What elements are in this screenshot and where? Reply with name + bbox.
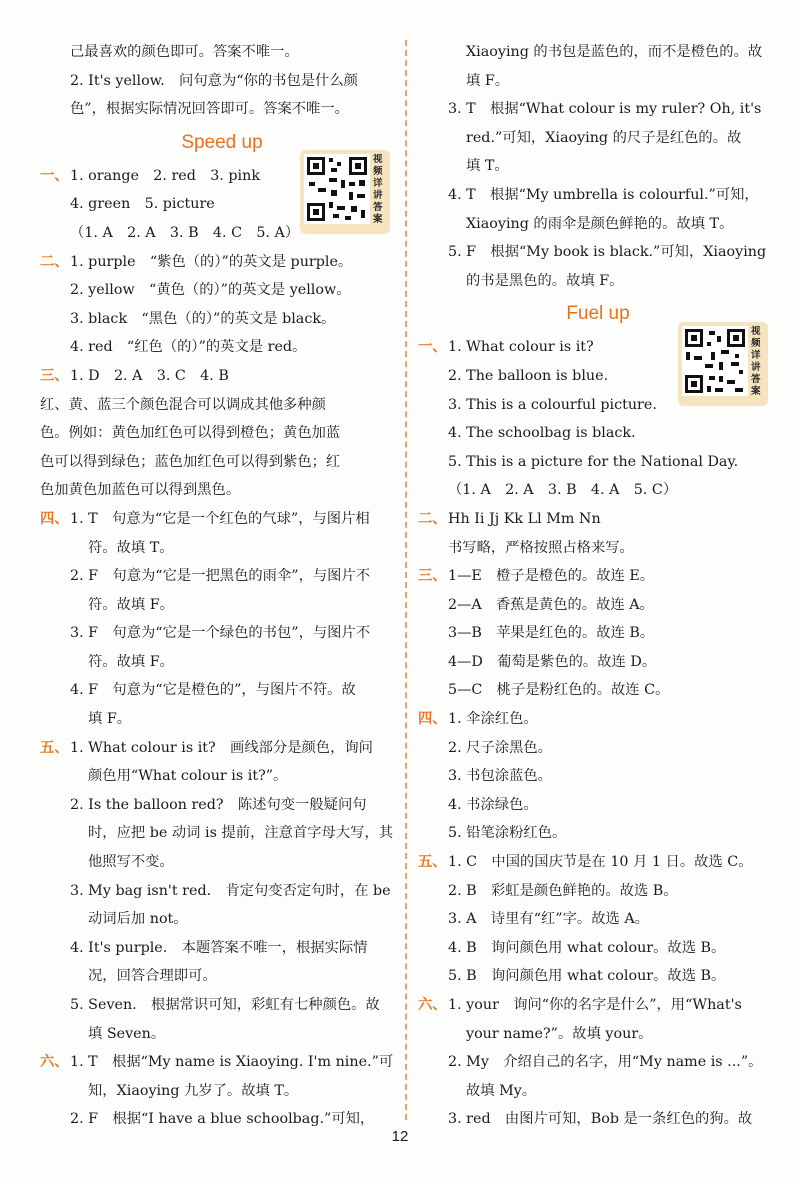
answer-line [418,562,770,591]
answer-line [40,762,396,791]
answer-text: 2. The balloon is blue. [448,367,609,384]
answer-text: 4. It's purple. 本题答案不唯一，根据实际情 [70,939,368,956]
answer-line [418,705,770,734]
section-marker: 一、 [418,339,447,356]
answer-line [418,505,770,534]
answer-line [40,676,396,705]
answer-text: 2. B 彩虹是颜色鲜艳的。故选 B。 [448,882,678,899]
answer-text: 1. D 2. A 3. C 4. B [70,367,229,384]
answer-text: 书写略，严格按照占格来写。 [448,539,634,556]
answer-line [418,905,770,934]
answer-text: 红、黄、蓝三个颜色混合可以调成其他多种颜 [40,396,326,413]
answer-line [40,1048,396,1077]
section-marker: 四、 [40,510,69,527]
answer-text: 2. F 根据“I have a blue schoolbag.”可知， [70,1111,375,1128]
column-divider [405,40,407,1120]
answer-text: 色可以得到绿色；蓝色加红色可以得到紫色；红 [40,453,341,470]
answer-line [418,791,770,820]
section-marker: 五、 [40,739,69,756]
answer-text: 1—E 橙子是橙色的。故连 E。 [448,568,655,585]
answer-line [418,210,770,239]
answer-text: 4. The schoolbag is black. [448,425,636,442]
answer-text: 2. yellow “黄色（的）”的英文是 yellow。 [70,282,351,299]
answer-text: 2. F 句意为“它是一把黑色的雨伞”，与图片不 [70,568,371,585]
answer-text: 符。故填 F。 [88,596,174,613]
answer-line [40,305,396,334]
answer-text: 5. Seven. 根据常识可知，彩虹有七种颜色。故 [70,997,380,1013]
qr-code-fuel-up[interactable] [678,322,768,406]
section-marker: 五、 [418,854,447,871]
answer-line [418,962,770,991]
section-heading: Speed up [181,131,263,153]
answer-line [40,476,396,505]
answer-text: 己最喜欢的颜色即可。答案不唯一。 [70,44,299,60]
answer-line [418,819,770,848]
answer-line [418,648,770,677]
answer-line [418,448,770,477]
answer-text: 4—D 葡萄是紫色的。故连 D。 [448,653,657,670]
section-marker: 二、 [418,510,447,527]
answer-text: 4. F 句意为“它是橙色的”，与图片不符。故 [70,682,356,699]
answer-text: 4. green 5. picture [70,196,215,213]
answer-text: 填 T。 [466,158,509,175]
answer-text: 5. This is a picture for the National Day. [448,453,739,470]
answer-line [418,534,770,563]
answer-text: （1. A 2. A 3. B 4. A 5. C） [448,482,678,499]
answer-line [418,1048,770,1077]
answer-line [418,38,770,67]
answer-line [40,619,396,648]
section-marker: 六、 [418,997,447,1013]
answer-line [418,152,770,181]
answer-text: 1. orange 2. red 3. pink [70,167,260,184]
answer-text: 知，Xiaoying 九岁了。故填 T。 [88,1082,299,1099]
answer-text: 3. red 由图片可知，Bob 是一条红色的狗。故 [448,1111,753,1128]
answer-line [418,934,770,963]
section-heading: Fuel up [566,303,630,325]
answer-line [418,419,770,448]
answer-text: Xiaoying 的书包是蓝色的，而不是橙色的。故 [466,44,763,60]
answer-text: 符。故填 F。 [88,653,174,670]
answer-line [418,95,770,124]
answer-line [418,848,770,877]
answer-line [40,591,396,620]
answer-line [40,648,396,677]
answer-line [40,534,396,563]
answer-line [40,333,396,362]
qr-label: 视频详讲答案 [751,326,761,397]
answer-text: （1. A 2. A 3. B 4. C 5. A） [70,224,300,241]
answer-text: 1. What colour is it? [448,339,594,356]
answer-text: Hh Ii Jj Kk Ll Mm Nn [448,510,601,527]
answer-line [418,734,770,763]
answer-text: 2—A 香蕉是黄色的。故连 A。 [448,596,654,613]
answer-text: red.”可知，Xiaoying 的尺子是红色的。故 [466,129,742,146]
right-column [418,38,770,1134]
answer-text: 4. 书涂绿色。 [448,796,538,813]
answer-text: 2. Is the balloon red? 陈述句变一般疑问句 [70,796,367,813]
answer-text: 时，应把 be 动词 is 提前，注意首字母大写，其 [88,825,394,842]
answer-text: 色。例如：黄色加红色可以得到橙色；黄色加蓝 [40,425,341,442]
section-marker: 三、 [418,568,447,585]
answer-text: 填 F。 [466,72,510,89]
answer-text: 1. your 询问“你的名字是什么”，用“What's [448,997,742,1013]
answer-line [40,1020,396,1049]
answer-line [418,476,770,505]
answer-line [40,819,396,848]
answer-text: 的书是黑色的。故填 F。 [466,272,624,289]
answer-line [418,267,770,296]
answer-text: 色加黄色加蓝色可以得到黑色。 [40,482,241,499]
answer-text: 3. A 诗里有“红”字。故选 A。 [448,911,649,928]
answer-text: 他照写不变。 [88,854,174,871]
answer-text: 2. My 介绍自己的名字，用“My name is ...”。 [448,1054,763,1071]
answer-line [40,562,396,591]
answer-text: 填 Seven。 [88,1025,166,1042]
answer-line [40,934,396,963]
answer-text: 4. red “红色（的）”的英文是 red。 [70,339,307,356]
answer-text: 3. 书包涂蓝色。 [448,768,552,785]
answer-text: 5. 铅笔涂粉红色。 [448,825,567,842]
answer-line [40,791,396,820]
answer-text: 3—B 苹果是红色的。故连 B。 [448,625,655,642]
answer-line [40,1077,396,1106]
answer-line [40,962,396,991]
answer-line [40,448,396,477]
answer-line [418,877,770,906]
answer-line [40,877,396,906]
answer-line [40,95,396,124]
answer-text: 3. F 句意为“它是一个绿色的书包”，与图片不 [70,625,371,642]
qr-code-speed-up[interactable] [300,150,390,234]
answer-line [418,676,770,705]
answer-text: 2. It's yellow. 问句意为“你的书包是什么颜 [70,72,358,89]
answer-line [418,1077,770,1106]
answer-line [40,505,396,534]
answer-text: 3. This is a colourful picture. [448,396,657,413]
answer-text: 1. T 句意为“它是一个红色的气球”，与图片相 [70,510,370,527]
answer-text: 动词后加 not。 [88,911,188,928]
section-marker: 二、 [40,253,69,270]
answer-text: 4. T 根据“My umbrella is colourful.”可知， [448,186,759,203]
answer-line [40,905,396,934]
answer-text: 颜色用“What colour is it?”。 [88,768,288,785]
answer-line [418,181,770,210]
answer-line [40,38,396,67]
answer-text: 1. What colour is it? 画线部分是颜色，询问 [70,739,373,756]
answer-line [40,391,396,420]
answer-text: 1. T 根据“My name is Xiaoying. I'm nine.”可 [70,1054,394,1071]
answer-text: 2. 尺子涂黑色。 [448,739,552,756]
answer-text: Xiaoying 的雨伞是颜色鲜艳的。故填 T。 [466,215,734,232]
answer-line [40,248,396,277]
qr-code-icon [304,154,370,224]
answer-line [418,762,770,791]
answer-text: 5. B 询问颜色用 what colour。故选 B。 [448,968,726,985]
answer-line [40,848,396,877]
answer-line [40,734,396,763]
answer-text: 填 F。 [88,711,132,728]
qr-code-icon [682,326,748,396]
page-number: 12 [391,1128,409,1145]
answer-line [418,67,770,96]
section-marker: 一、 [40,167,69,184]
answer-line [418,238,770,267]
answer-text: 况，回答合理即可。 [88,968,217,985]
answer-line [40,991,396,1020]
answer-text: 4. B 询问颜色用 what colour。故选 B。 [448,939,726,956]
answer-text: 5. F 根据“My book is black.”可知，Xiaoying [448,244,767,261]
answer-line [418,591,770,620]
section-marker: 四、 [418,711,447,728]
answer-text: your name?”。故填 your。 [466,1025,653,1042]
answer-text: 1. purple “紫色（的）”的英文是 purple。 [70,253,353,270]
answer-line [40,276,396,305]
qr-label: 视频详讲答案 [373,154,383,225]
answer-text: 5—C 桃子是粉红色的。故连 C。 [448,682,670,699]
answer-text: 符。故填 T。 [88,539,174,556]
answer-line [40,67,396,96]
answer-line [418,991,770,1020]
section-marker: 六、 [40,1054,69,1071]
answer-text: 3. black “黑色（的）”的英文是 black。 [70,310,336,327]
answer-text: 故填 My。 [466,1082,537,1099]
answer-text: 3. My bag isn't red. 肯定句变否定句时，在 be [70,882,391,899]
answer-text: 1. 伞涂红色。 [448,711,538,728]
answer-line [418,124,770,153]
answer-line [40,705,396,734]
answer-text: 1. C 中国的国庆节是在 10 月 1 日。故选 C。 [448,854,753,871]
answer-text: 3. T 根据“What colour is my ruler? Oh, it's [448,101,762,118]
answer-line [40,362,396,391]
answer-text: 色”，根据实际情况回答即可。答案不唯一。 [70,101,349,118]
answer-line [40,419,396,448]
answer-line [418,1020,770,1049]
answer-line [418,619,770,648]
section-marker: 三、 [40,367,69,384]
